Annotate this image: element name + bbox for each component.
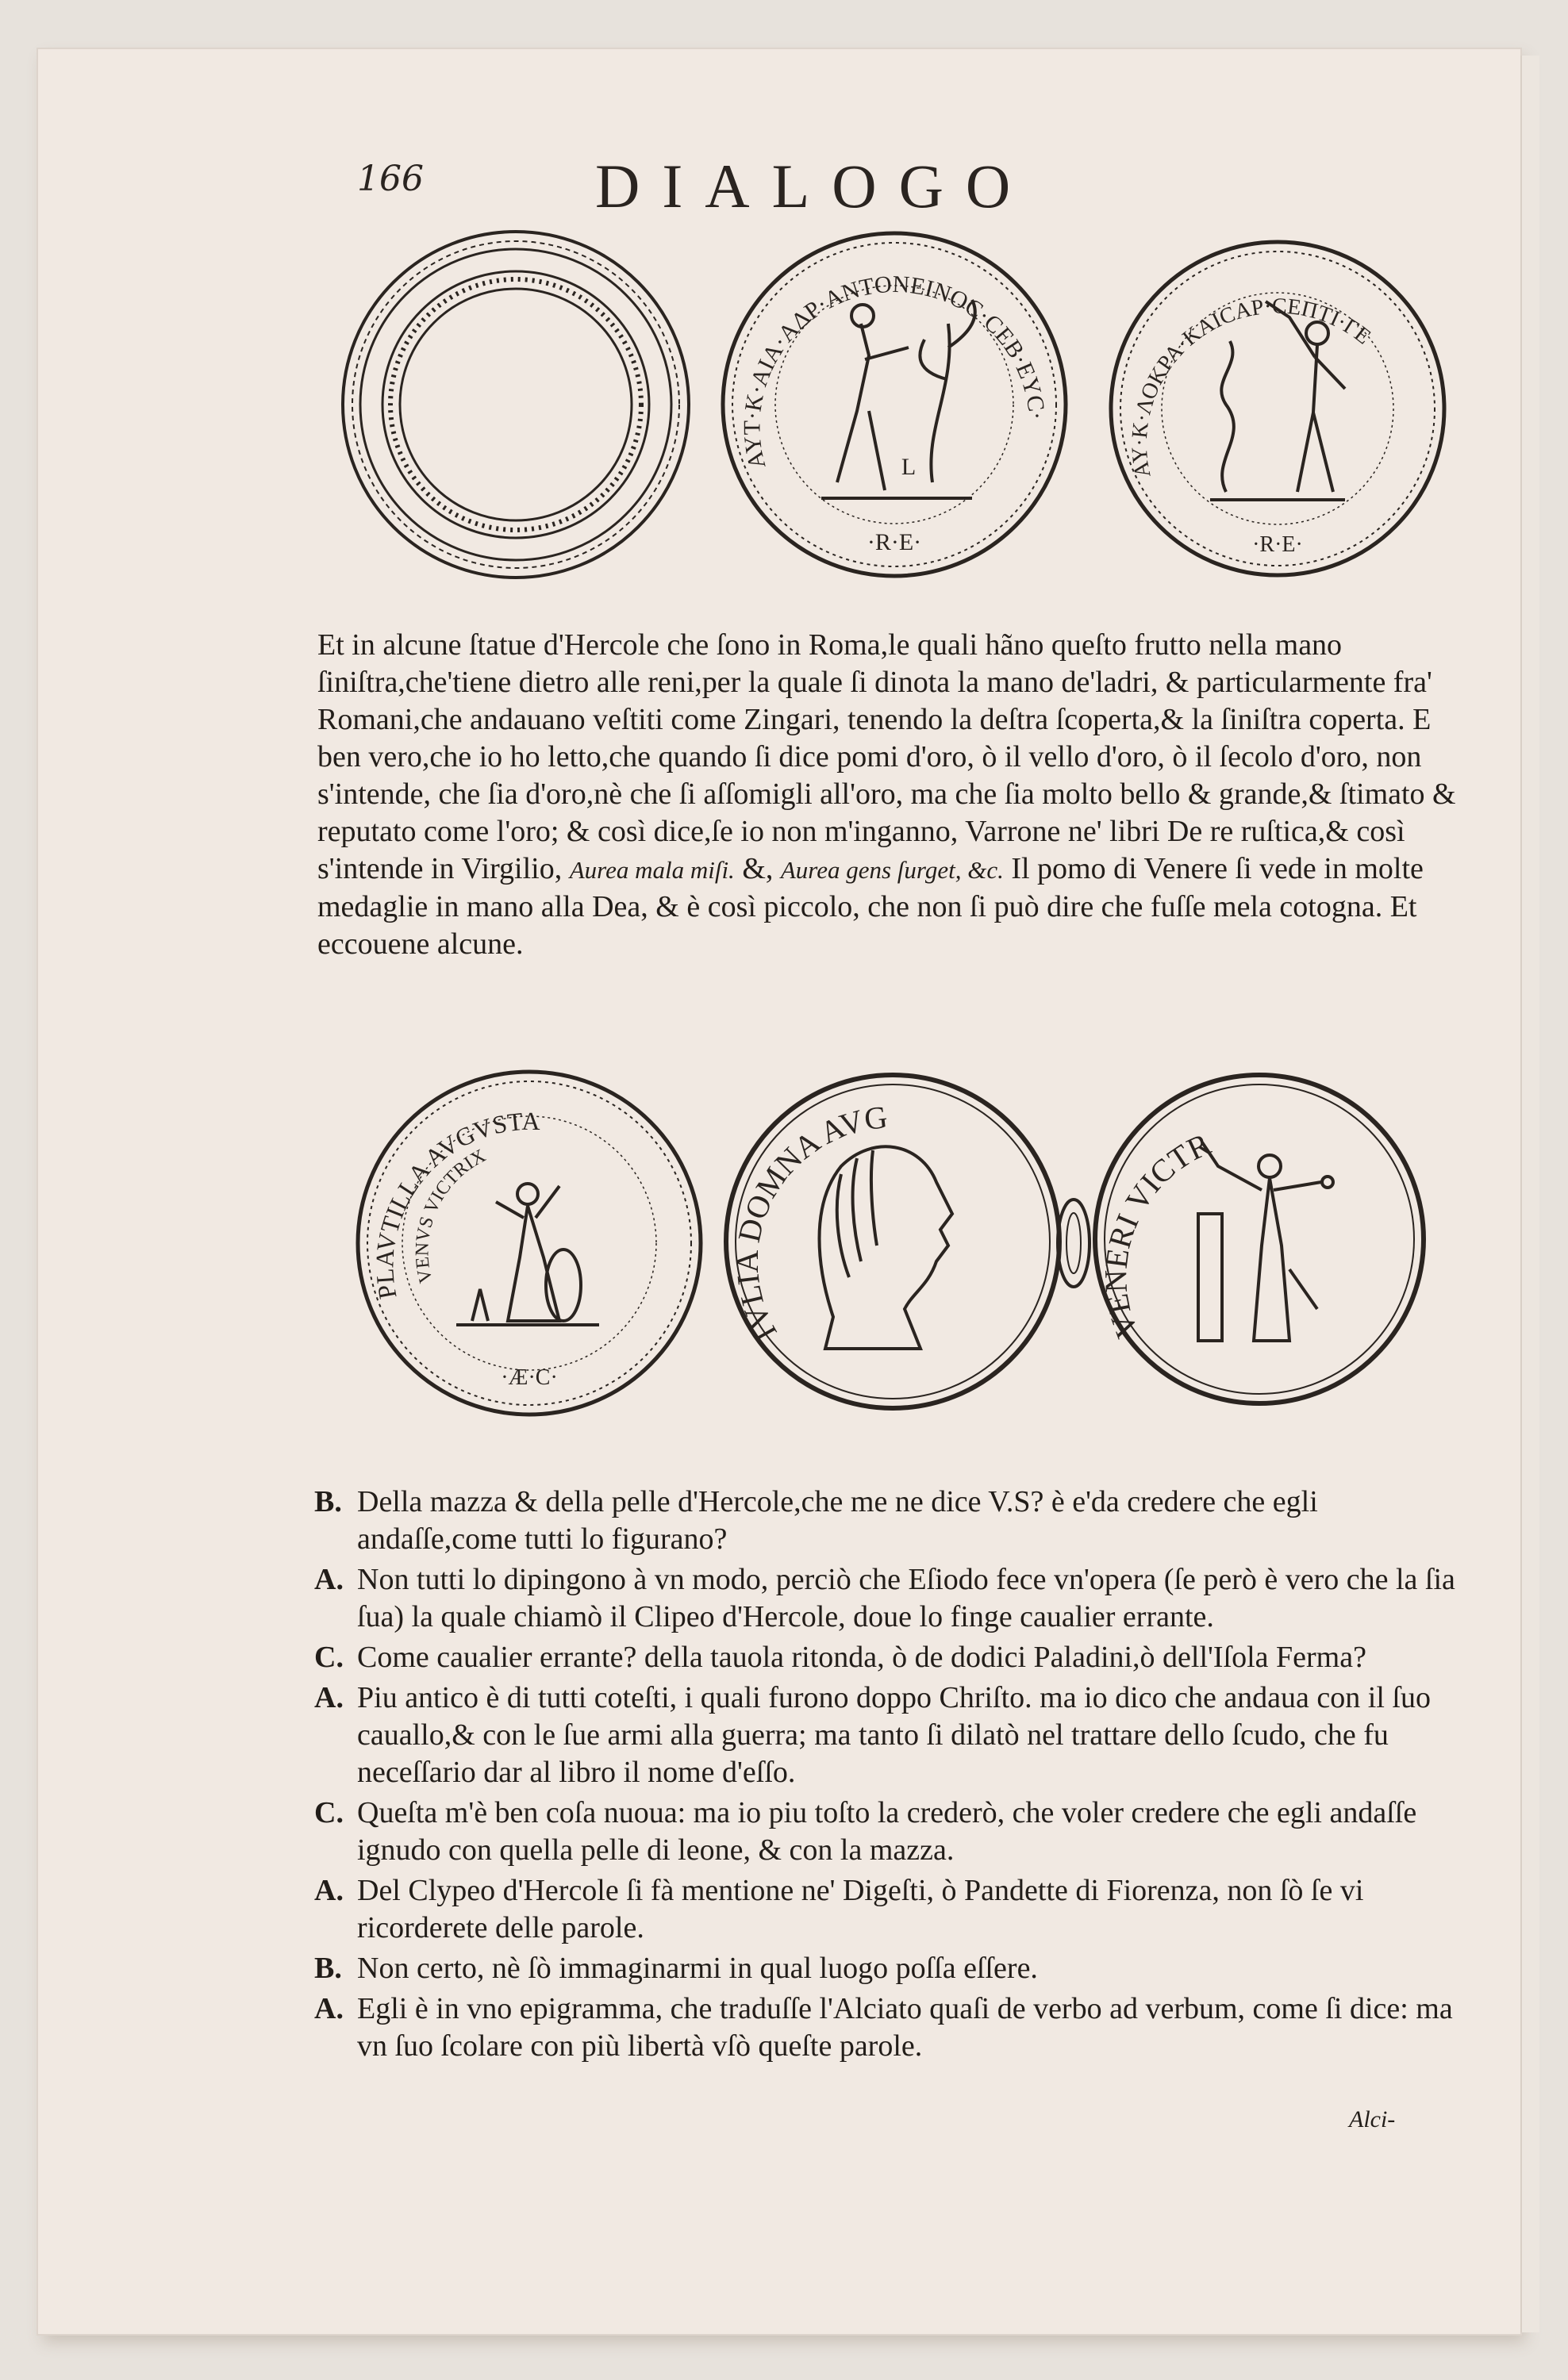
running-title: DIALOGO (595, 152, 1033, 221)
coin-veneri-victr (1091, 1071, 1428, 1408)
coin-legend: VENERI VICTR (1097, 1126, 1216, 1343)
speaker-label: A. (314, 1992, 344, 2025)
coin-plautilla (353, 1067, 706, 1420)
speech-text: Della mazza & della pelle d'Hercole,che me ne dice V.S? è e'da credere che egli andaſſe,come tutti lo figurano? (357, 1485, 1318, 1556)
speech-line (314, 1484, 1460, 1558)
speech-text: Non certo, nè ſò immaginarmi in qual luogo poſſa eſſere. (357, 1952, 1038, 1985)
coin-antoninus (718, 228, 1071, 582)
speech-text: Queſta m'è ben coſa nuoua: ma io piu toſto la crederò, che voler credere che egli andaſſe ignudo con quella pelle di leone, & con la mazza. (357, 1796, 1417, 1867)
coin-inner-legend: VENVS VICTRIX (412, 1145, 490, 1285)
speech-text: Egli è in vno epigramma, che traduſſe l'Alciato quaſi de verbo ad verbum, come ſi dice: ma vn ſuo ſcolare con più libertà vſò queſte parole. (357, 1992, 1453, 2063)
coin-julia-domna (722, 1071, 1063, 1412)
coin-legend: PLAVTILLA AVGVSTA (370, 1106, 540, 1302)
speaker-label: A. (314, 1681, 344, 1714)
paragraph-conjunction: &, (742, 852, 774, 885)
speaker-label: A. (314, 1874, 344, 1907)
quote-virgil-1: Aurea mala miſi. (569, 856, 735, 884)
page-header (357, 151, 1230, 222)
speech-text: Piu antico è di tutti coteſti, i quali furono doppo Chriſto. ma io dico che andaua con il ſuo cauallo,& con le ſue armi alla guerra; ma tanto ſi dilatò nel trattare dello ſcudo, che fu neceſſario dar al libro il nome d'eſſo. (357, 1681, 1431, 1789)
next-page-edge (1520, 56, 1539, 2332)
coin-legend: AYT·K·AIA·AΔP·ANTONEINOC·CEB·EYC· (739, 271, 1051, 472)
paragraph-main (317, 627, 1460, 963)
speech-line (314, 1679, 1460, 1791)
speech-line (314, 1795, 1460, 1869)
coin-legend: IVLIA DOMNA AVG (728, 1098, 890, 1347)
coin-exergue: ·R·E· (1252, 532, 1303, 557)
speech-line (314, 1561, 1460, 1636)
catchword: Alci- (1349, 2106, 1396, 2132)
quote-virgil-2: Aurea gens ſurget, &c. (780, 856, 1004, 884)
speaker-label: C. (314, 1796, 344, 1829)
speaker-label: B. (314, 1952, 342, 1985)
speech-line (314, 1990, 1460, 2065)
coin-exergue: ·R·E· (867, 529, 922, 555)
speech-line (314, 1639, 1460, 1676)
coin-legend: AY·K·ΛΟΚΡΑ·KAICAP·CEΠΤI·ΓΕ (1127, 294, 1376, 480)
speaker-label: A. (314, 1563, 344, 1596)
speech-line (314, 1950, 1460, 1987)
coin-link-ornament (1052, 1190, 1096, 1297)
speech-text: Del Clypeo d'Hercole ſi fà mentione ne' Digeſti, ò Pandette di Fiorenza, non ſò ſe vi ricorderete delle parole. (357, 1874, 1364, 1944)
page-number: 166 (357, 159, 424, 199)
paragraph-text-end: Il pomo di Venere ſi vede in molte medaglie in mano alla Dea, & è così piccolo, che non ſi può dire che fuſſe mela cotogna. Et eccouene alcune. (317, 852, 1424, 961)
speech-text: Non tutti lo dipingono à vn modo, perciò che Eſiodo fece vn'opera (ſe però è vero che la ſia ſua) la quale chiamò il Clipeo d'Hercole, doue lo finge caualier errante. (357, 1563, 1455, 1633)
coin-field-letter: L (901, 454, 917, 480)
dialogue-section (314, 1484, 1460, 2068)
speech-line (314, 1872, 1460, 1947)
paragraph-text: Et in alcune ſtatue d'Hercole che ſono in Roma,le quali hãno queſto frutto nella mano ſiniſtra,che'tiene dietro alle reni,per la quale ſi dinota la mano de'ladri, & particularmente fra' Romani,che andauano veſtiti come Zingari, tenendo la deſtra ſcoperta,& la ſiniſtra coperta. E ben vero,che io ho letto,che quando ſi dice pomi d'oro, ò il vello d'oro, ò il ſecolo d'oro, non s'intende, che ſia d'oro,nè che ſi aſſomigli all'oro, ma che ſia molto bello & grande,& ſtimato & reputato come l'oro; & così dice,ſe io non m'inganno, Varrone ne' libri De re ruſtica,& così s'intende in Virgilio, (317, 628, 1456, 885)
coin-exergue: ·Æ·C· (501, 1365, 558, 1390)
speaker-label: C. (314, 1641, 344, 1674)
speech-text: Come caualier errante? della tauola ritonda, ò de dodici Paladini,ò dell'Iſola Ferma? (357, 1641, 1366, 1674)
speaker-label: B. (314, 1485, 342, 1518)
coin-empty-wreath (337, 226, 694, 583)
coin-septimius (1107, 238, 1448, 579)
